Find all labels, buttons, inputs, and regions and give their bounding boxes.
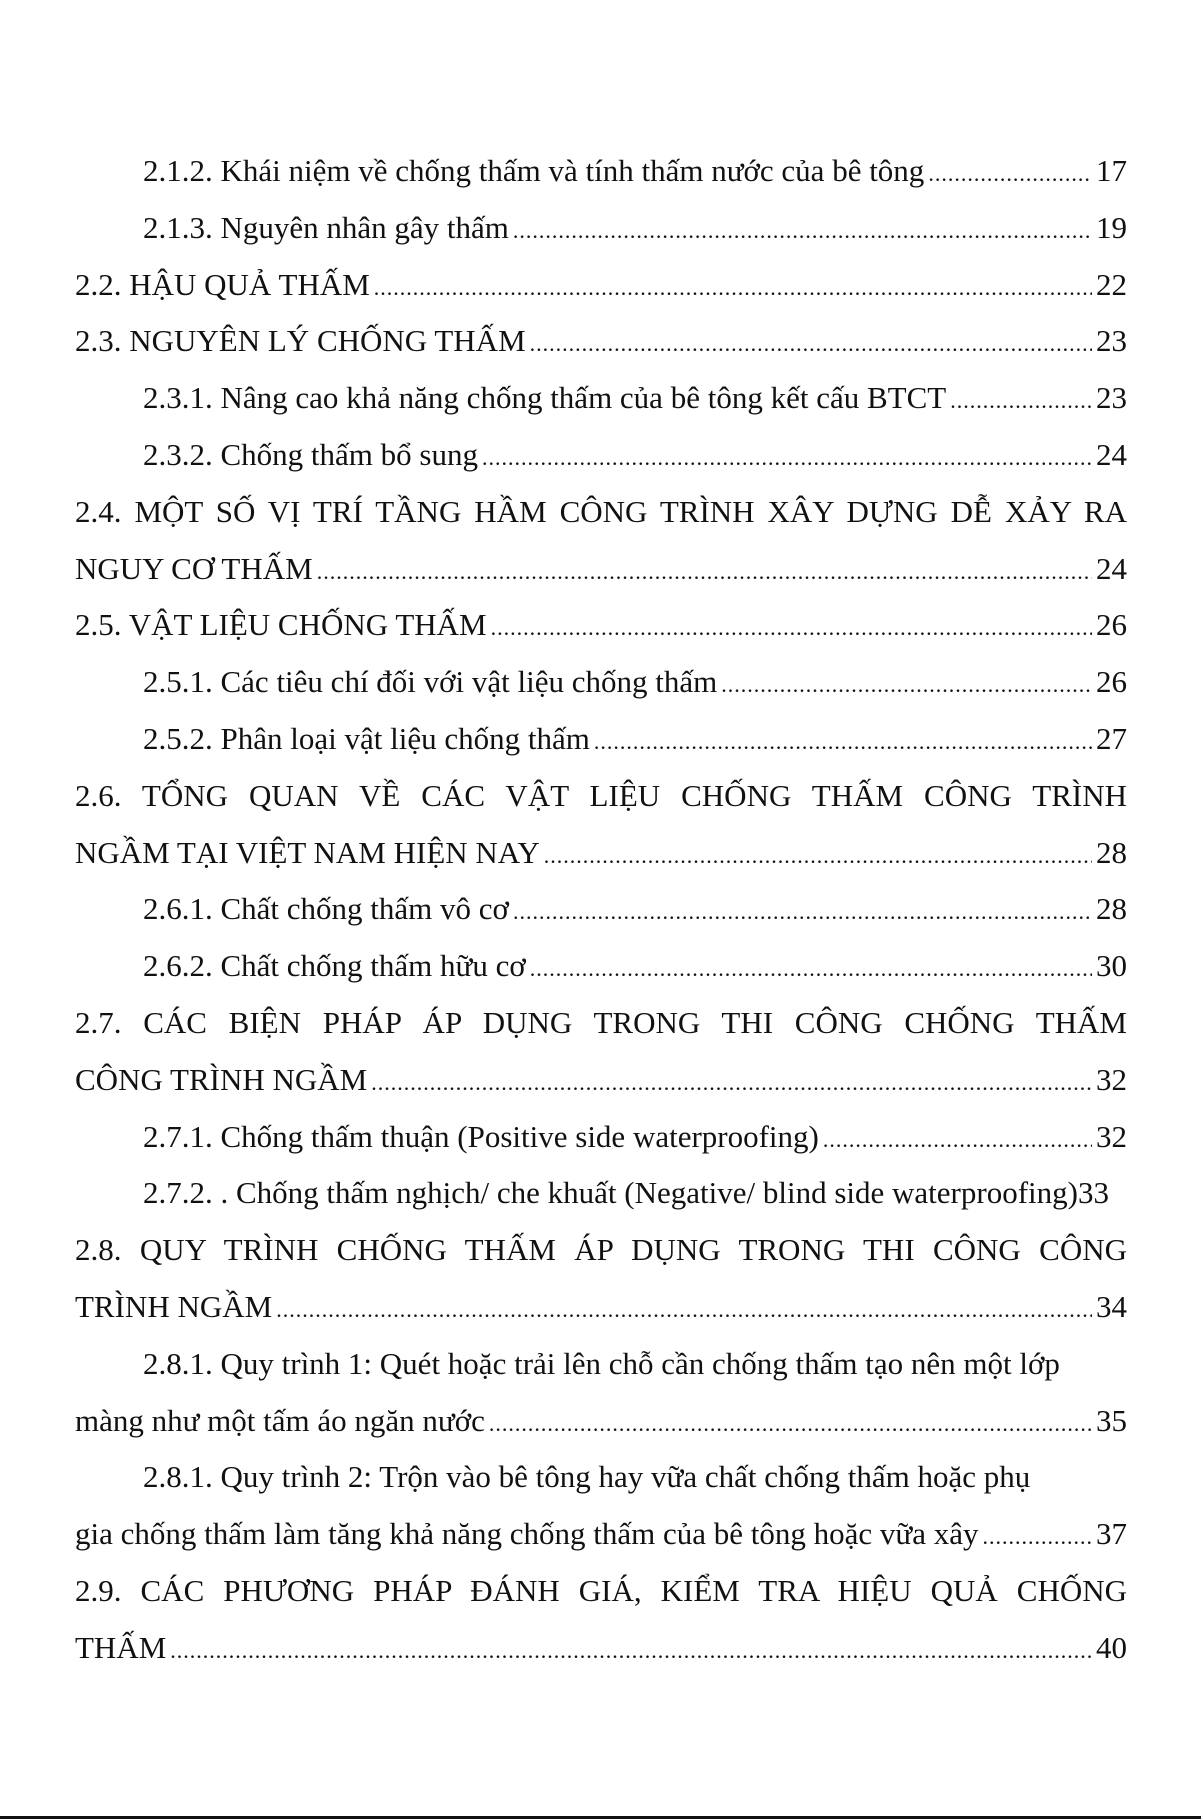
toc-entry-2-7-2[interactable] — [75, 1165, 1127, 1222]
toc-entry-title: 2.1.3. Nguyên nhân gây thấm — [143, 209, 509, 245]
dot-leader — [928, 146, 1092, 203]
toc-entry-2-5-2[interactable] — [75, 711, 1127, 768]
dot-leader — [276, 1282, 1092, 1339]
dot-leader — [371, 1055, 1092, 1112]
dot-leader — [482, 430, 1092, 487]
toc-entry-2-6-2[interactable] — [75, 938, 1127, 995]
toc-entry-title: 2.3.1. Nâng cao khả năng chống thấm của bê tông kết cấu BTCT — [143, 380, 947, 416]
dot-leader — [530, 941, 1092, 998]
toc-entry-title: 2.5. VẬT LIỆU CHỐNG THẤM — [75, 607, 487, 643]
toc-page-number: 28 — [1096, 834, 1127, 870]
toc-page-number: 40 — [1096, 1629, 1127, 1665]
toc-entry-2-2[interactable] — [75, 257, 1127, 314]
toc-entry-2-4-line-2[interactable] — [75, 541, 1127, 598]
toc-entry-2-6-line-2[interactable] — [75, 825, 1127, 882]
toc-page-number: 35 — [1096, 1402, 1127, 1438]
toc-entry-title: 2.7.2. . Chống thấm nghịch/ che khuất (Negative/ blind side waterproofing) — [143, 1175, 1078, 1211]
toc-entry-2-6-line-1[interactable] — [75, 768, 1127, 825]
toc-entry-2-1-2[interactable] — [75, 143, 1127, 200]
toc-entry-title-continued: NGUY CƠ THẤM — [75, 550, 313, 586]
toc-entry-2-7-line-1[interactable] — [75, 995, 1127, 1052]
toc-entry-2-8-1b-line-2[interactable] — [75, 1506, 1127, 1563]
toc-entry-title-continued: TRÌNH NGẦM — [75, 1288, 273, 1324]
toc-entry-title: 2.8.1. Quy trình 1: Quét hoặc trải lên chỗ cần chống thấm tạo nên một lớp — [143, 1345, 1060, 1381]
toc-page-number: 24 — [1096, 550, 1127, 586]
toc-entry-title: 2.6. TỔNG QUAN VỀ CÁC VẬT LIỆU CHỐNG THẤM CÔNG TRÌNH — [75, 777, 1127, 813]
dot-leader — [544, 828, 1092, 885]
dot-leader — [491, 600, 1092, 657]
toc-page-number: 17 — [1096, 153, 1127, 188]
toc-page-number: 32 — [1096, 1061, 1127, 1097]
toc-entry-2-6-1[interactable] — [75, 881, 1127, 938]
dot-leader — [950, 373, 1092, 430]
toc-entry-2-8-1a-line-2[interactable] — [75, 1393, 1127, 1450]
toc-entry-title: 2.6.1. Chất chống thấm vô cơ — [143, 891, 509, 927]
toc-entry-title: 2.9. CÁC PHƯƠNG PHÁP ĐÁNH GIÁ, KIỂM TRA HIỆU QUẢ CHỐNG — [75, 1572, 1127, 1608]
toc-page-number: 22 — [1096, 266, 1127, 302]
toc-entry-title: 2.1.2. Khái niệm về chống thấm và tính thấm nước của bê tông — [143, 153, 925, 188]
dot-leader — [170, 1623, 1092, 1680]
toc-entry-title: 2.5.2. Phân loại vật liệu chống thấm — [143, 720, 590, 756]
toc-entry-title: 2.7.1. Chống thấm thuận (Positive side waterproofing) — [143, 1118, 819, 1154]
toc-page-number: 27 — [1096, 720, 1127, 756]
toc-page-number: 30 — [1096, 948, 1127, 984]
toc-entry-2-5-1[interactable] — [75, 654, 1127, 711]
toc-page-number: 26 — [1096, 607, 1127, 643]
toc-page-number: 24 — [1096, 436, 1127, 472]
toc-page-number: 19 — [1096, 209, 1127, 245]
toc-page-number: 32 — [1096, 1118, 1127, 1154]
dot-leader — [823, 1112, 1092, 1169]
toc-page-number: 34 — [1096, 1288, 1127, 1324]
toc-entry-title-continued: NGẦM TẠI VIỆT NAM HIỆN NAY — [75, 834, 540, 870]
toc-entry-title: 2.8.1. Quy trình 2: Trộn vào bê tông hay vữa chất chống thấm hoặc phụ — [143, 1459, 1031, 1495]
dot-leader — [374, 260, 1092, 317]
toc-entry-2-1-3[interactable] — [75, 200, 1127, 257]
toc-page-number: 23 — [1096, 380, 1127, 416]
dot-leader — [489, 1396, 1092, 1453]
toc-page-number: 37 — [1096, 1516, 1127, 1552]
toc-entry-2-7-1[interactable] — [75, 1109, 1127, 1166]
toc-entry-title: 2.5.1. Các tiêu chí đối với vật liệu chống thấm — [143, 664, 718, 700]
toc-page-number: 33 — [1077, 1175, 1109, 1211]
dot-leader — [513, 203, 1092, 260]
toc-entry-2-8-line-2[interactable] — [75, 1279, 1127, 1336]
toc-entry-2-3-1[interactable] — [75, 370, 1127, 427]
toc-entry-title: 2.3.2. Chống thấm bổ sung — [143, 436, 478, 472]
table-of-contents — [75, 143, 1127, 1677]
toc-entry-2-7-line-2[interactable] — [75, 1052, 1127, 1109]
dot-leader — [317, 544, 1092, 601]
toc-page-number: 26 — [1096, 664, 1127, 700]
toc-page-number: 28 — [1096, 891, 1127, 927]
toc-entry-title-continued: CÔNG TRÌNH NGẦM — [75, 1061, 368, 1097]
dot-leader — [530, 316, 1092, 373]
toc-entry-title-continued: màng như một tấm áo ngăn nước — [75, 1402, 485, 1438]
toc-entry-2-8-1a-line-1[interactable] — [75, 1336, 1127, 1393]
toc-entry-title: 2.8. QUY TRÌNH CHỐNG THẤM ÁP DỤNG TRONG THI CÔNG CÔNG — [75, 1232, 1127, 1268]
dot-leader — [594, 714, 1092, 771]
toc-entry-title: 2.2. HẬU QUẢ THẤM — [75, 266, 370, 302]
toc-entry-2-9-line-2[interactable] — [75, 1620, 1127, 1677]
toc-entry-title-continued: gia chống thấm làm tăng khả năng chống thấm của bê tông hoặc vữa xây — [75, 1516, 979, 1552]
toc-entry-title: 2.6.2. Chất chống thấm hữu cơ — [143, 948, 526, 984]
toc-entry-2-5[interactable] — [75, 597, 1127, 654]
toc-entry-title: 2.7. CÁC BIỆN PHÁP ÁP DỤNG TRONG THI CÔNG CHỐNG THẤM — [75, 1004, 1127, 1040]
toc-entry-2-9-line-1[interactable] — [75, 1563, 1127, 1620]
dot-leader — [513, 884, 1092, 941]
toc-page-number: 23 — [1096, 323, 1127, 359]
toc-entry-2-3[interactable] — [75, 313, 1127, 370]
dot-leader — [982, 1509, 1092, 1566]
dot-leader — [721, 657, 1092, 714]
toc-entry-title: 2.4. MỘT SỐ VỊ TRÍ TẦNG HẦM CÔNG TRÌNH XÂY DỰNG DỄ XẢY RA — [75, 493, 1127, 529]
toc-entry-2-4-line-1[interactable] — [75, 484, 1127, 541]
toc-entry-title-continued: THẤM — [75, 1629, 167, 1665]
toc-entry-2-8-1b-line-1[interactable] — [75, 1449, 1127, 1506]
toc-entry-2-8-line-1[interactable] — [75, 1222, 1127, 1279]
toc-entry-title: 2.3. NGUYÊN LÝ CHỐNG THẤM — [75, 323, 526, 359]
toc-entry-2-3-2[interactable] — [75, 427, 1127, 484]
